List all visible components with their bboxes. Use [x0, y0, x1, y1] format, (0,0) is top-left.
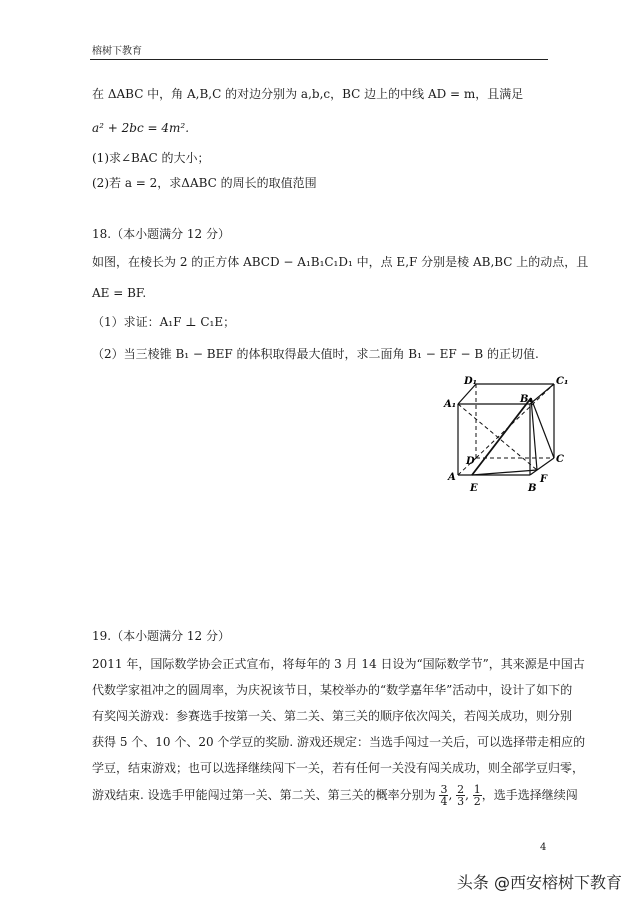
- p19-line4: 获得 5 个、10 个、20 个学豆的奖励. 游戏还规定：当选手闯过一关后，可以选择带走相应的: [92, 735, 586, 749]
- p18-question2: （2）当三棱锥 B₁ − BEF 的体积取得最大值时，求二面角 B₁ − EF − B 的正切值.: [92, 347, 539, 361]
- p19-line6-text: 游戏结束. 设选手甲能闯过第一关、第二关、第三关的概率分别为: [92, 788, 436, 802]
- p19-line5: 学豆，结束游戏；也可以选择继续闯下一关，若有任何一关没有闯关成功，则全部学豆归零，: [92, 761, 585, 775]
- label-D1: D₁: [464, 376, 478, 387]
- p18-line1: 如图，在棱长为 2 的正方体 ABCD − A₁B₁C₁D₁ 中，点 E,F 分别是棱 AB,BC 上的动点，且: [92, 255, 589, 269]
- label-A1: A₁: [444, 399, 457, 410]
- p17-question1: (1)求∠BAC 的大小；: [92, 151, 210, 165]
- p17-line2: a² + 2bc = 4m².: [92, 121, 190, 135]
- fraction-3-4: $\frac{3}{4}$: [440, 783, 448, 808]
- watermark: 头条 @西安榕树下教育: [456, 873, 622, 892]
- header-brand: 榕树下教育: [92, 46, 142, 57]
- fraction-1-2: $\frac{1}{2}$: [473, 783, 481, 808]
- p18-question1: （1）求证：A₁F ⊥ C₁E；: [92, 315, 236, 329]
- label-C: C: [556, 454, 564, 465]
- label-A: A: [448, 472, 456, 483]
- p17-line1: 在 ΔABC 中，角 A,B,C 的对边分别为 a,b,c，BC 边上的中线 AD = m，且满足: [92, 87, 524, 101]
- label-F: F: [540, 474, 548, 485]
- label-B1: B₁: [520, 394, 533, 405]
- p19-line2: 代数学家祖冲之的圆周率，为庆祝该节日，某校举办的“数学嘉年华”活动中，设计了如下的: [92, 683, 573, 697]
- label-C1: C₁: [556, 376, 569, 387]
- p19-line1: 2011 年，国际数学协会正式宣布，将每年的 3 月 14 日设为“国际数学节”，其来源是中国古: [92, 657, 585, 671]
- header-rule: [90, 59, 548, 60]
- p19-line6-tail: ，选手选择继续闯: [481, 788, 578, 802]
- label-E: E: [470, 483, 478, 494]
- p19-line3: 有奖闯关游戏：参赛选手按第一关、第二关、第三关的顺序依次闯关，若闯关成功，则分别: [92, 709, 573, 723]
- p17-question2: (2)若 a = 2，求ΔABC 的周长的取值范围: [92, 176, 317, 190]
- p19-line6: 游戏结束. 设选手甲能闯过第一关、第二关、第三关的概率分别为 $\frac{3}{4}$ , $\frac{2}{3}$ , $\frac{1}{2}$ ，选手选择继续闯: [92, 783, 578, 808]
- label-B: B: [528, 483, 537, 494]
- cube-figure: [440, 372, 570, 497]
- label-D: D: [466, 456, 475, 467]
- p19-title: 19.（本小题满分 12 分）: [92, 629, 230, 643]
- p18-line2: AE = BF.: [92, 286, 147, 300]
- p18-title: 18.（本小题满分 12 分）: [92, 227, 230, 241]
- page-number: 4: [540, 842, 547, 853]
- fraction-2-3: $\frac{2}{3}$: [457, 783, 465, 808]
